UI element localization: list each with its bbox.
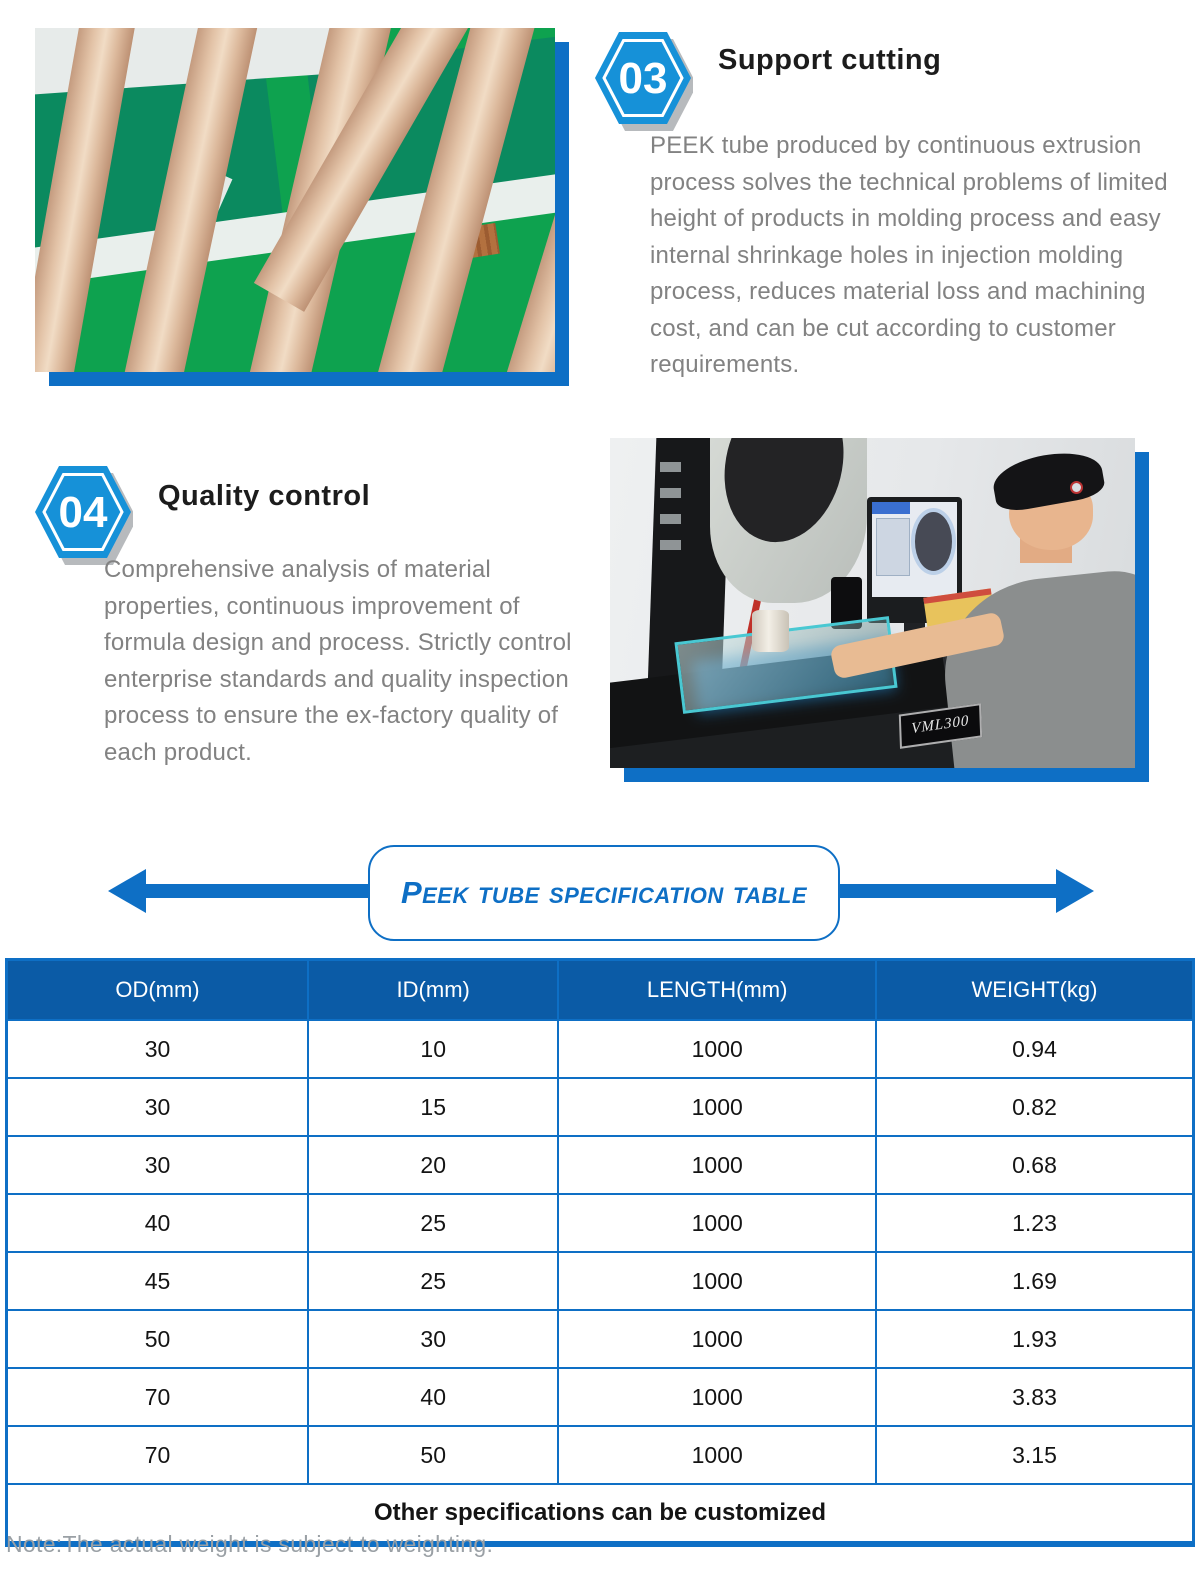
table-cell: 1000	[558, 1020, 876, 1078]
hexagon-icon	[33, 458, 133, 566]
machine-detail-shape	[660, 451, 681, 550]
table-cell: 45	[7, 1252, 308, 1310]
column-header: ID(mm)	[308, 960, 558, 1021]
table-row	[7, 1078, 1194, 1136]
table-cell: 0.68	[876, 1136, 1194, 1194]
banner-arrow-left	[142, 884, 372, 898]
quality-control-photo	[610, 438, 1135, 768]
banner-arrow-right	[832, 884, 1060, 898]
section-body: PEEK tube produced by continuous extrusion process solves the technical problems of limited height of products in molding process and easy internal shrinkage holes in injection molding process, reduces material loss and machining cost, and can be cut according to customer requirements.	[650, 132, 1168, 378]
machine-model-label: VML300	[910, 712, 970, 738]
column-header: OD(mm)	[7, 960, 308, 1021]
table-cell: 1.69	[876, 1252, 1194, 1310]
svg-text:04: 04	[58, 488, 108, 537]
section-title: Quality control	[158, 480, 371, 512]
arrow-left-icon	[108, 869, 146, 913]
table-cell: 15	[308, 1078, 558, 1136]
hexagon-icon	[593, 24, 693, 132]
banner-title: Peek tube specification table	[400, 875, 808, 910]
weight-note: Note:The actual weight is subject to weighting.	[6, 1531, 494, 1557]
screen-detail-shape	[915, 512, 952, 571]
table-cell: 1000	[558, 1368, 876, 1426]
table-cell: 25	[308, 1252, 558, 1310]
step-badge-04	[33, 458, 133, 566]
table-cell: 25	[308, 1194, 558, 1252]
table-row	[7, 1310, 1194, 1368]
table-cell: 70	[7, 1368, 308, 1426]
table-cell: 50	[308, 1426, 558, 1484]
table-cell: 1.93	[876, 1310, 1194, 1368]
section-title: Support cutting	[718, 44, 942, 76]
table-row	[7, 1252, 1194, 1310]
table-cell: 30	[7, 1078, 308, 1136]
table-cell: 30	[7, 1020, 308, 1078]
table-cell: 3.83	[876, 1368, 1194, 1426]
table-cell: 1000	[558, 1078, 876, 1136]
table-row	[7, 1020, 1194, 1078]
table-row	[7, 1368, 1194, 1426]
spec-table-banner	[368, 845, 840, 941]
table-cell: 3.15	[876, 1426, 1194, 1484]
screen-detail-shape	[872, 502, 910, 513]
peek-tubes-photo	[35, 28, 555, 372]
table-row	[7, 1426, 1194, 1484]
table-cell: 30	[7, 1136, 308, 1194]
table-cell: 1000	[558, 1252, 876, 1310]
sample-part-shape	[752, 610, 789, 653]
column-header: WEIGHT(kg)	[876, 960, 1194, 1021]
table-cell: 40	[7, 1194, 308, 1252]
table-cell: 10	[308, 1020, 558, 1078]
table-cell: 0.82	[876, 1078, 1194, 1136]
table-cell: 0.94	[876, 1020, 1194, 1078]
column-header: LENGTH(mm)	[558, 960, 876, 1021]
table-cell: 1000	[558, 1194, 876, 1252]
svg-text:03: 03	[618, 54, 668, 103]
table-cell: 1000	[558, 1136, 876, 1194]
table-cell: 50	[7, 1310, 308, 1368]
table-header-row	[7, 960, 1194, 1021]
table-cell: 1000	[558, 1310, 876, 1368]
table-row	[7, 1136, 1194, 1194]
arrow-right-icon	[1056, 869, 1094, 913]
table-cell: 40	[308, 1368, 558, 1426]
table-cell: 20	[308, 1136, 558, 1194]
table-row	[7, 960, 1194, 1021]
table-cell: 1.23	[876, 1194, 1194, 1252]
table-cell: 30	[308, 1310, 558, 1368]
screen-shape	[872, 502, 957, 597]
specification-table	[5, 958, 1195, 1547]
table-footer-cell: Other specifications can be customized	[7, 1484, 1194, 1544]
table-cell: 70	[7, 1426, 308, 1484]
table-cell: 1000	[558, 1426, 876, 1484]
section-body: Comprehensive analysis of material properties, continuous improvement of formula design and process. Strictly control enterprise standards and quality inspection process to ensure the ex-factory quality of each product.	[104, 556, 572, 766]
table-body	[7, 1020, 1194, 1544]
cap-logo-shape	[1070, 481, 1083, 494]
step-badge-03	[593, 24, 693, 132]
table-row	[7, 1194, 1194, 1252]
screen-detail-shape	[876, 518, 910, 577]
